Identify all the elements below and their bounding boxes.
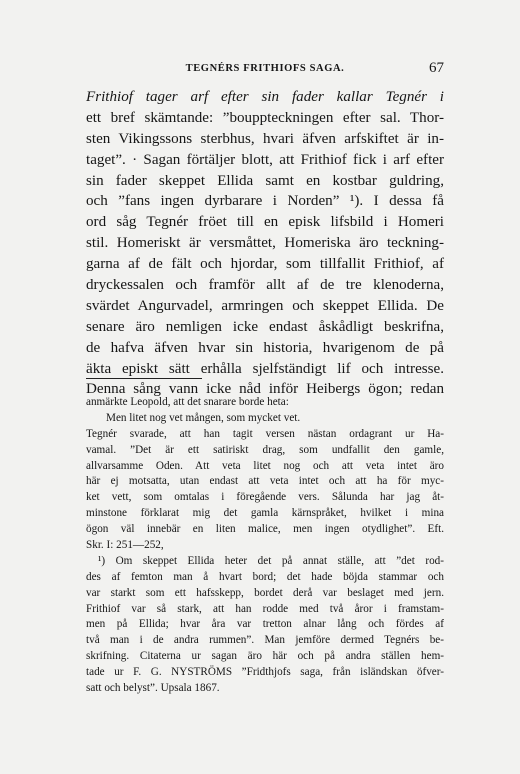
body-line: Denna sång vann icke nåd inför Heibergs ögon; redan — [86, 381, 444, 398]
page-header — [86, 60, 444, 82]
body-line: svärdet Angurvadel, armringen och skeppet Ellida. De — [86, 297, 444, 314]
footnote-line: satt och belyst”. Upsala 1867. — [86, 682, 220, 695]
footnotes — [86, 395, 444, 697]
page-number: 67 — [429, 60, 444, 76]
footnote-line: var starkt som ett hafsskepp, bordet derå var beslaget med jern. — [86, 586, 444, 599]
footnote-line: allvarsamme Oden. Att veta litet nog och att veta intet äro — [86, 459, 444, 472]
body-line: Frithiof tager arf efter sin fader kallar Tegnér i — [86, 89, 444, 105]
footnote-line: men på Ellida; hvar åra var tretton alnar lång och fördes af — [86, 618, 444, 631]
body-line: stil. Homeriskt är versmåttet, Homeriska äro teckning- — [86, 235, 444, 252]
footnote-line: des af femton man å hvart bord; det hade böjda stammar och — [86, 570, 444, 583]
footnote-rule — [86, 378, 202, 379]
body-line: taget”. · Sagan förtäljer blott, att Frithiof fick i arf efter — [86, 151, 444, 168]
footnote-line: ket vett, som omtalas i föregående vers. Sålunda har jag åt- — [86, 491, 444, 504]
body-line: äkta episkt sätt erhålla sjelfständigt lif och intresse. — [86, 360, 444, 377]
body-line: ord såg Tegnér fröet till en episk lifsbild i Homeri — [86, 214, 444, 231]
footnote-line: här ej motsatta, utan endast att veta intet och att ha för myc- — [86, 475, 444, 488]
body-line: och ”fans ingen dyrbarare i Norden” ¹). I dessa få — [86, 193, 444, 210]
body-line: de hafva äfven hvar sin historia, hvarigenom de på — [86, 339, 444, 356]
main-text — [86, 87, 444, 400]
footnote-line: vamal. ”Det är ett satiriskt drag, som undfallit den gamle, — [86, 443, 444, 456]
footnote-1-start: ¹) Om skeppet Ellida heter det på annat ställe, att ”det rod- — [98, 554, 444, 567]
body-line: sin fader skeppet Ellida samt en kostbar guldring, — [86, 172, 444, 189]
footnote-line: Skr. I: 251—252, — [86, 539, 164, 552]
footnote-line: två man i de andra rummen”. Man jemföre dermed Tegnérs be- — [86, 634, 444, 647]
footnote-line: tade ur F. G. NYSTRÖMS ”Fridthjofs saga, från isländskan öfver- — [86, 666, 444, 679]
footnote-line: Frithiof var så stark, att han rodde med två åror i framstam- — [86, 602, 444, 615]
running-title: TEGNÉRS FRITHIOFS SAGA. — [185, 63, 345, 74]
footnote-line: Tegnér svarade, att han tagit versen nästan ordagrant ur Ha- — [86, 427, 444, 440]
body-line: garna af de fält och hjordar, som tillfallit Frithiof, af — [86, 256, 444, 273]
footnote-line: ögon väl innebär en liten malice, men ingen otydlighet”. Eft. — [86, 523, 444, 536]
body-line: senare äro nemligen icke endast åskådligt beskrifna, — [86, 318, 444, 335]
footnote-line: anmärkte Leopold, att det snarare borde heta: — [86, 396, 289, 408]
body-line: ett bref skämtande: ”bouppteckningen efter sal. Thor- — [86, 109, 444, 126]
footnote-line: minstone förklarat mig det gamla kärnspråket, hvilket i mina — [86, 507, 444, 520]
quoted-verse: Men litet nog vet mången, som mycket vet. — [106, 411, 301, 424]
body-line: sten Vikingssons sterbhus, hvari äfven arfskiftet är in- — [86, 130, 444, 147]
body-line: dryckessalen och framför allt af de tre klenoderna, — [86, 277, 444, 294]
footnote-line: skrifning. Citaterna ur sagan äro här och på andra ställen hem- — [86, 650, 444, 663]
